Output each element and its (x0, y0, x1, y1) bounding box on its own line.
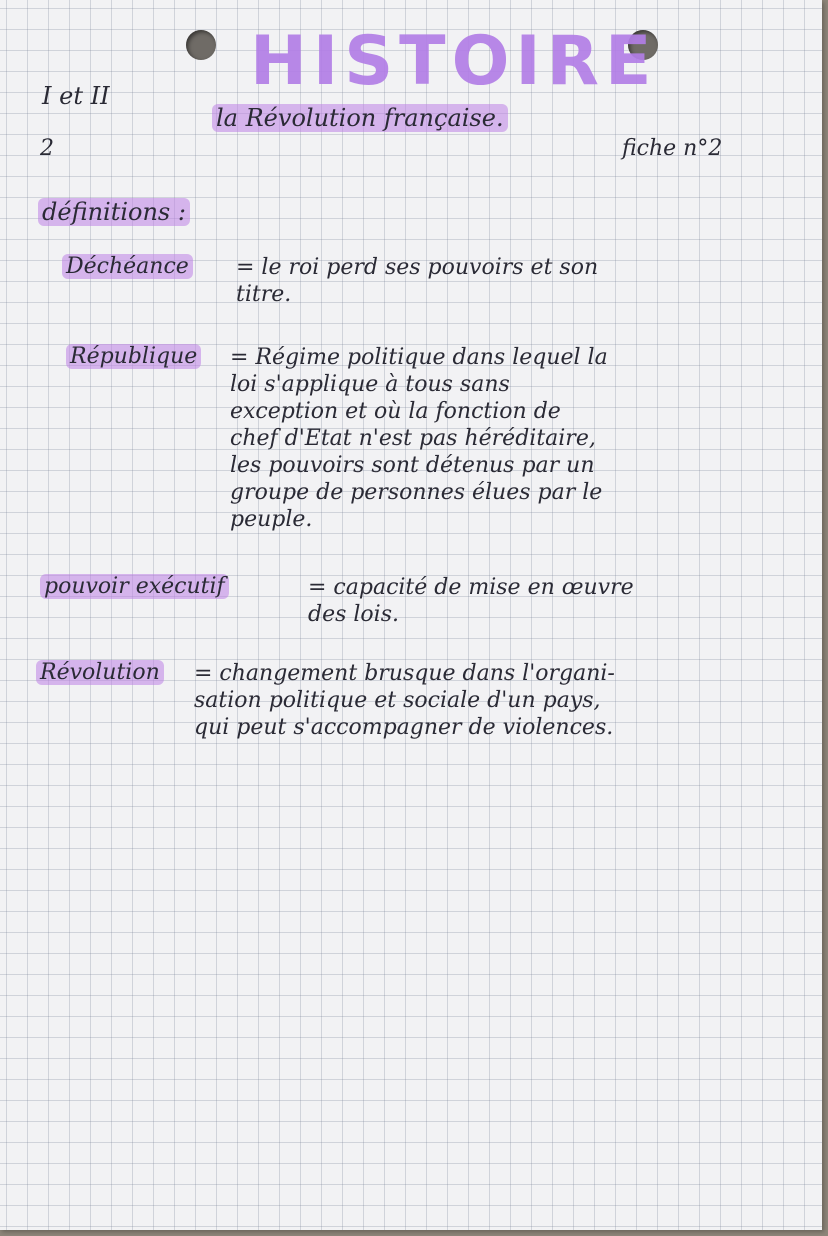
page-title: HISTOIRE (250, 22, 658, 101)
punch-hole-left (186, 30, 216, 60)
term-decheance-label: Déchéance (62, 254, 193, 279)
page-ref-1: I et II (42, 82, 110, 110)
term-revolution (36, 660, 164, 685)
section-label-text: définitions : (38, 198, 190, 226)
term-decheance (62, 254, 193, 279)
definition-republique: = Régime politique dans lequel la loi s'applique à tous sans exception et où la fonction de chef d'Etat n'est pas héréditaire, les pouvoirs sont détenus par un groupe de personnes élues par le peuple. (230, 345, 608, 532)
definition-pouvoir-executif: = capacité de mise en œuvre des lois. (308, 575, 634, 627)
section-label (38, 198, 190, 226)
term-republique-label: République (66, 344, 201, 369)
term-republique (66, 344, 201, 369)
subtitle-text: la Révolution française. (212, 104, 508, 132)
definition-decheance: = le roi perd ses pouvoirs et son titre. (236, 255, 599, 307)
term-pouvoir-executif-label: pouvoir exécutif (40, 574, 229, 599)
fiche-number: fiche n°2 (622, 136, 723, 161)
definition-revolution: = changement brusque dans l'organi- sation politique et sociale d'un pays, qui peut s'accompagner de violences. (194, 661, 615, 740)
subtitle (212, 104, 508, 132)
term-pouvoir-executif (40, 574, 229, 599)
term-revolution-label: Révolution (36, 660, 164, 685)
page-ref-2: 2 (40, 136, 54, 161)
